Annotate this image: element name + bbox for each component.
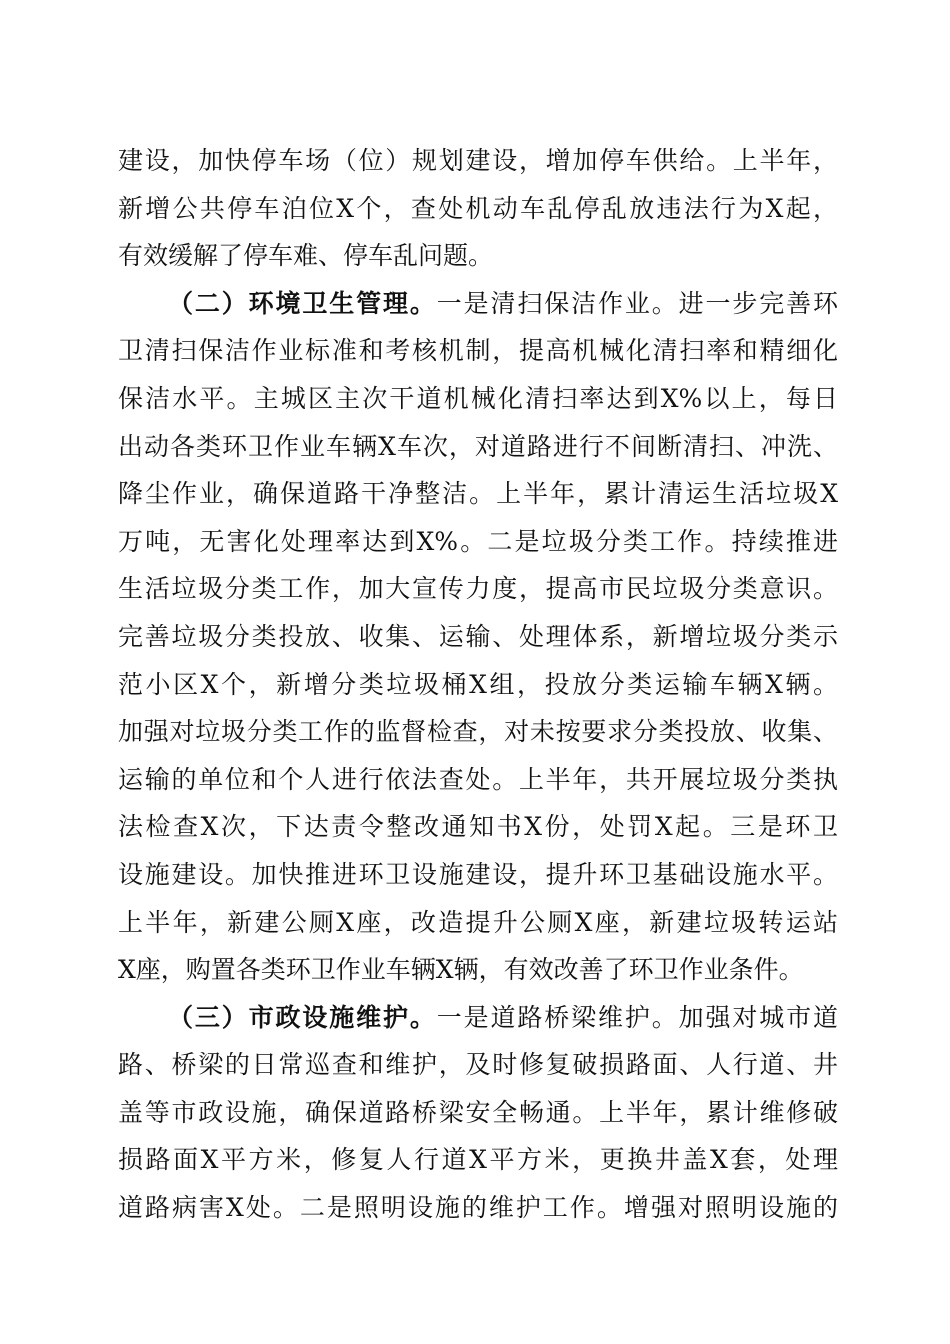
text-line: 盖等市政设施，确保道路桥梁安全畅通。上半年，累计维修破 (118, 1097, 838, 1127)
document-body (118, 137, 838, 1232)
text-run: 一是清扫保洁作业。进一步完善环 (436, 288, 838, 318)
text-line: 完善垃圾分类投放、收集、运输、处理体系，新增垃圾分类示 (118, 621, 838, 651)
text-line: X座，购置各类环卫作业车辆X辆，有效改善了环卫作业条件。 (118, 955, 804, 985)
text-line: 法检查X次，下达责令整改通知书X份，处罚X起。三是环卫 (118, 812, 838, 842)
text-line: 路、桥梁的日常巡查和维护，及时修复破损路面、人行道、井 (118, 1050, 838, 1080)
text-line: 卫清扫保洁作业标准和考核机制，提高机械化清扫率和精细化 (118, 336, 838, 366)
text-run: 一是道路桥梁维护。加强对城市道 (436, 1002, 838, 1032)
text-line (118, 994, 838, 1042)
text-line: 出动各类环卫作业车辆X车次，对道路进行不间断清扫、冲洗、 (118, 431, 838, 461)
text-line: 运输的单位和个人进行依法查处。上半年，共开展垃圾分类执 (118, 764, 838, 794)
text-line: 生活垃圾分类工作，加大宣传力度，提高市民垃圾分类意识。 (118, 574, 838, 604)
text-line: 上半年，新建公厕X座，改造提升公厕X座，新建垃圾转运站 (118, 907, 838, 937)
text-line: 降尘作业，确保道路干净整洁。上半年，累计清运生活垃圾X (118, 479, 838, 509)
text-line: 万吨，无害化处理率达到X%。二是垃圾分类工作。持续推进 (118, 526, 838, 556)
text-line: 新增公共停车泊位X个，查处机动车乱停乱放违法行为X起， (118, 193, 838, 223)
text-line: 设施建设。加快推进环卫设施建设，提升环卫基础设施水平。 (118, 859, 838, 889)
text-line: 范小区X个，新增分类垃圾桶X组，投放分类运输车辆X辆。 (118, 669, 838, 699)
text-line: 保洁水平。主城区主次干道机械化清扫率达到X%以上，每日 (118, 383, 838, 413)
text-line: 道路病害X处。二是照明设施的维护工作。增强对照明设施的 (118, 1193, 838, 1223)
section-heading: （二）环境卫生管理。 (168, 288, 437, 318)
paragraph-parking (118, 137, 838, 280)
section-heading: （三）市政设施维护。 (168, 1002, 437, 1032)
paragraph-sanitation (118, 280, 838, 994)
text-line: 有效缓解了停车难、停车乱问题。 (118, 241, 494, 271)
paragraph-municipal (118, 994, 838, 1232)
text-line: 建设，加快停车场（位）规划建设，增加停车供给。上半年， (118, 146, 838, 175)
text-line (118, 280, 838, 328)
text-line: 损路面X平方米，修复人行道X平方米，更换井盖X套，处理 (118, 1145, 838, 1175)
text-line: 加强对垃圾分类工作的监督检查，对未按要求分类投放、收集、 (118, 717, 838, 747)
